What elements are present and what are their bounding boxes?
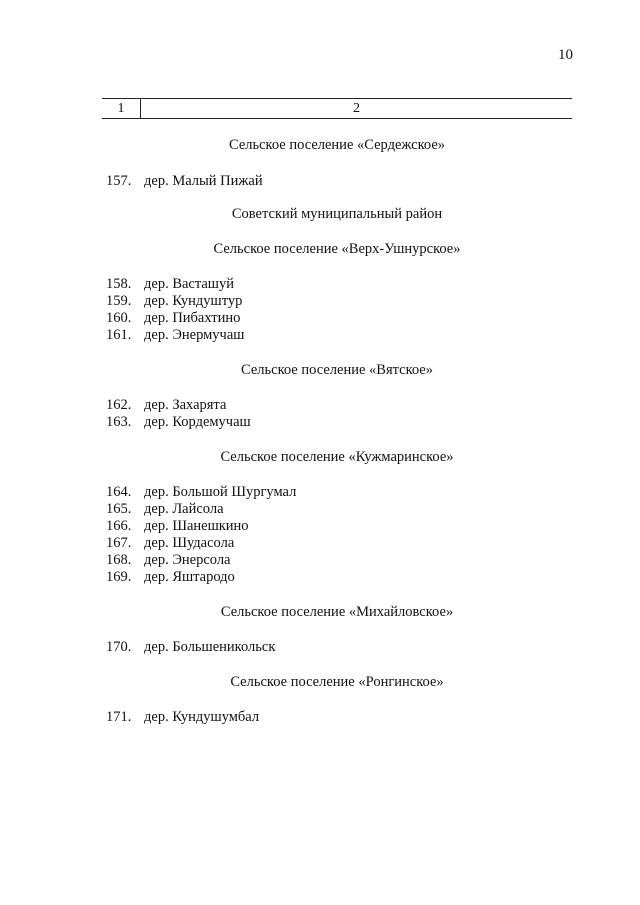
section-heading: Сельское поселение «Сердежское» <box>228 137 446 153</box>
list-item <box>106 484 296 501</box>
section-heading: Сельское поселение «Михайловское» <box>220 604 454 620</box>
list-item <box>106 327 244 344</box>
page-number: 10 <box>558 47 573 63</box>
section-heading: Сельское поселение «Верх-Ушнурское» <box>213 241 461 257</box>
section-heading: Сельское поселение «Вятское» <box>241 362 433 378</box>
section-heading: Сельское поселение «Ронгинское» <box>230 674 444 690</box>
table-header-col1: 1 <box>102 99 141 118</box>
item-name: дер. Пибахтино <box>144 310 241 326</box>
list-item <box>106 518 249 535</box>
list-item <box>106 293 242 310</box>
list-item <box>106 414 251 431</box>
list-item <box>106 535 234 552</box>
list-item <box>106 569 235 586</box>
item-number: 166. <box>106 518 132 534</box>
section-heading: Сельское поселение «Кужмаринское» <box>220 449 454 465</box>
list-item <box>106 709 259 726</box>
item-name: дер. Большой Шургумал <box>144 484 297 500</box>
item-number: 162. <box>106 397 132 413</box>
district-heading: Советский муниципальный район <box>231 206 443 222</box>
item-name: дер. Шудасола <box>144 535 235 551</box>
item-number: 165. <box>106 501 132 517</box>
item-name: дер. Малый Пижай <box>144 173 263 189</box>
list-item <box>106 173 263 190</box>
item-number: 167. <box>106 535 132 551</box>
item-name: дер. Шанешкино <box>144 518 249 534</box>
item-name: дер. Яштародо <box>144 569 235 585</box>
list-item <box>106 397 226 414</box>
item-number: 170. <box>106 639 132 655</box>
list-item <box>106 501 224 518</box>
item-number: 159. <box>106 293 132 309</box>
item-name: дер. Васташуй <box>144 276 234 292</box>
item-name: дер. Энерсола <box>144 552 231 568</box>
list-item <box>106 310 240 327</box>
list-item <box>106 639 275 656</box>
item-name: дер. Кундушумбал <box>144 709 260 725</box>
item-number: 163. <box>106 414 132 430</box>
item-number: 158. <box>106 276 132 292</box>
item-number: 171. <box>106 709 132 725</box>
item-name: дер. Кордемучаш <box>144 414 251 430</box>
item-name: дер. Кундуштур <box>144 293 243 309</box>
item-number: 164. <box>106 484 132 500</box>
item-number: 160. <box>106 310 132 326</box>
item-name: дер. Захарята <box>144 397 227 413</box>
list-item <box>106 552 231 569</box>
list-item <box>106 276 234 293</box>
item-number: 169. <box>106 569 132 585</box>
table-header-col2: 2 <box>353 101 360 116</box>
item-number: 161. <box>106 327 132 343</box>
table-header <box>102 98 572 119</box>
item-name: дер. Лайсола <box>144 501 224 517</box>
item-name: дер. Энермучаш <box>144 327 245 343</box>
item-number: 157. <box>106 173 132 189</box>
item-name: дер. Большеникольск <box>144 639 276 655</box>
item-number: 168. <box>106 552 132 568</box>
